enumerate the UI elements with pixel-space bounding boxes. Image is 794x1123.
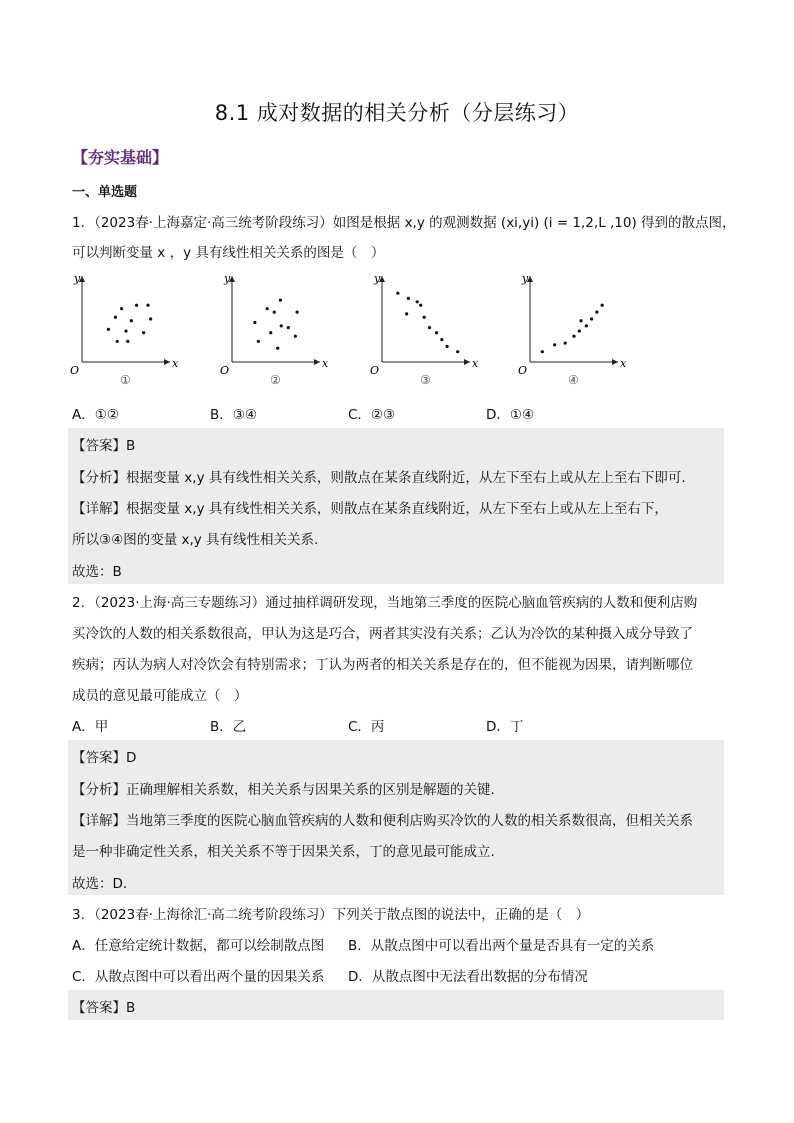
question-type-heading: 一、单选题 [72, 185, 138, 200]
q2-analysis: 【分析】正确理解相关系数，相关关系与因果关系的区别是解题的关键. [72, 782, 495, 798]
scatter-point [423, 316, 426, 319]
y-axis-label: y [522, 272, 529, 285]
scatter-point [595, 311, 598, 314]
plot-number-label: ① [120, 373, 131, 387]
scatter-point [553, 343, 556, 346]
scatter-point [585, 324, 588, 327]
q1-stem-line1: 1．（2023春·上海嘉定·高三统考阶段练习）如图是根据 x,y 的观测数据 (xi,yi) (i = 1,2,L ,10) 得到的散点图， [72, 215, 736, 231]
x-axis-label: x [172, 357, 179, 370]
scatter-point [456, 350, 459, 353]
x-axis-label: x [620, 357, 627, 370]
scatter-point [253, 321, 256, 324]
scatter-point [435, 331, 438, 334]
q3-option-a: A．任意给定统计数据，都可以绘制散点图 [72, 938, 325, 954]
q1-analysis: 【分析】根据变量 x,y 具有线性相关关系，则散点在某条直线附近，从左下至右上或从左上至右下即可. [72, 470, 686, 486]
scatter-point [578, 329, 581, 332]
y-axis-label: y [374, 272, 381, 285]
page-title: 8.1 成对数据的相关分析（分层练习） [214, 101, 580, 125]
scatter-point [130, 319, 133, 322]
scatter-plot-3 [368, 270, 480, 387]
x-axis-label: x [472, 357, 479, 370]
x-axis-arrow [164, 359, 170, 365]
q2-detail-line1: 【详解】当地第三季度的医院心脑血管疾病的人数和便利店购买冷饮的人数的相关系数很高，但相关关系 [72, 813, 693, 829]
scatter-point [601, 304, 604, 307]
q3-stem: 3．（2023春·上海徐汇·高二统考阶段练习）下列关于散点图的说法中，正确的是（ ） [72, 907, 590, 923]
y-axis-label: y [224, 272, 231, 285]
q1-choose: 故选：B [72, 564, 122, 580]
x-axis-label: x [322, 357, 329, 370]
x-axis-arrow [314, 359, 320, 365]
scatter-point [564, 341, 567, 344]
q1-answer: 【答案】B [72, 438, 136, 454]
plot-number-label: ④ [568, 373, 579, 387]
q3-option-c: C．从散点图中可以看出两个量的因果关系 [72, 969, 325, 985]
q2-option-a: A．甲 [72, 719, 109, 735]
q1-option-c: C．②③ [348, 407, 396, 423]
scatter-point [114, 316, 117, 319]
q2-stem-line2: 买冷饮的人数的相关系数很高，甲认为这是巧合，两者其实没有关系；乙认为冷饮的某种摄入成分导致了 [72, 626, 693, 642]
q1-option-a: A．①② [72, 407, 119, 423]
q2-option-b: B．乙 [210, 719, 247, 735]
scatter-point [446, 345, 449, 348]
scatter-point [124, 329, 127, 332]
scatter-point [590, 317, 593, 320]
scatter-point [294, 335, 297, 338]
scatter-point [279, 298, 282, 301]
q1-detail-line2: 所以③④图的变量 x,y 具有线性相关关系. [72, 532, 319, 548]
q3-option-b: B．从散点图中可以看出两个量是否具有一定的关系 [348, 938, 655, 954]
scatter-point [142, 331, 145, 334]
origin-label: O [518, 364, 528, 377]
scatter-point [257, 340, 260, 343]
scatter-point [280, 324, 283, 327]
scatter-point [146, 304, 149, 307]
scatter-point [296, 311, 299, 314]
scatter-point [149, 317, 152, 320]
scatter-point [572, 335, 575, 338]
q2-option-c: C．丙 [348, 719, 385, 735]
scatter-plot-2 [218, 270, 330, 387]
origin-label: O [70, 364, 80, 377]
plot-number-label: ③ [420, 373, 431, 387]
x-axis-arrow [612, 359, 618, 365]
scatter-point [266, 307, 269, 310]
origin-label: O [220, 364, 230, 377]
scatter-point [579, 319, 582, 322]
scatter-plot-1 [68, 270, 180, 387]
plot-number-label: ② [270, 373, 281, 387]
q1-option-d: D．①④ [486, 407, 535, 423]
q1-stem-line2: 可以判断变量 x ，y 具有线性相关关系的图是（ ） [72, 245, 385, 261]
scatter-point [541, 350, 544, 353]
section-heading: 【夯实基础】 [72, 148, 169, 167]
q2-stem-line4: 成员的意见最可能成立（ ） [72, 688, 248, 704]
scatter-point [440, 338, 443, 341]
scatter-point [287, 326, 290, 329]
scatter-point [273, 311, 276, 314]
q2-detail-line2: 是一种非确定性关系，相关关系不等于因果关系，丁的意见最可能成立. [72, 844, 495, 860]
x-axis-arrow [464, 359, 470, 365]
scatter-point [405, 312, 408, 315]
q3-answer: 【答案】B [72, 1000, 136, 1016]
scatter-point [396, 292, 399, 295]
scatter-point [120, 307, 123, 310]
q1-detail-line1: 【详解】根据变量 x,y 具有线性相关关系，则散点在某条直线附近，从左下至右上或从左上至右下， [72, 501, 668, 517]
q3-option-d: D．从散点图中无法看出数据的分布情况 [348, 969, 588, 985]
scatter-plot-4 [516, 270, 628, 387]
q1-option-b: B．③④ [210, 407, 257, 423]
origin-label: O [370, 364, 380, 377]
scatter-point [107, 328, 110, 331]
y-axis-label: y [74, 272, 81, 285]
q2-option-d: D．丁 [486, 719, 524, 735]
scatter-point [407, 297, 410, 300]
scatter-point [276, 347, 279, 350]
q2-choose: 故选：D. [72, 876, 128, 892]
q2-answer: 【答案】D [72, 750, 137, 766]
scatter-point [428, 326, 431, 329]
scatter-point [416, 300, 419, 303]
scatter-point [116, 340, 119, 343]
q3-solution-box [68, 990, 724, 1020]
scatter-point [419, 304, 422, 307]
scatter-point [135, 304, 138, 307]
scatter-point [126, 340, 129, 343]
scatter-point [269, 331, 272, 334]
q2-stem-line1: 2．（2023·上海·高三专题练习）通过抽样调研发现，当地第三季度的医院心脑血管疾病的人数和便利店购 [72, 595, 698, 611]
q2-stem-line3: 疾病；丙认为病人对冷饮会有特别需求；丁认为两者的相关关系是存在的，但不能视为因果，请判断哪位 [72, 657, 693, 673]
